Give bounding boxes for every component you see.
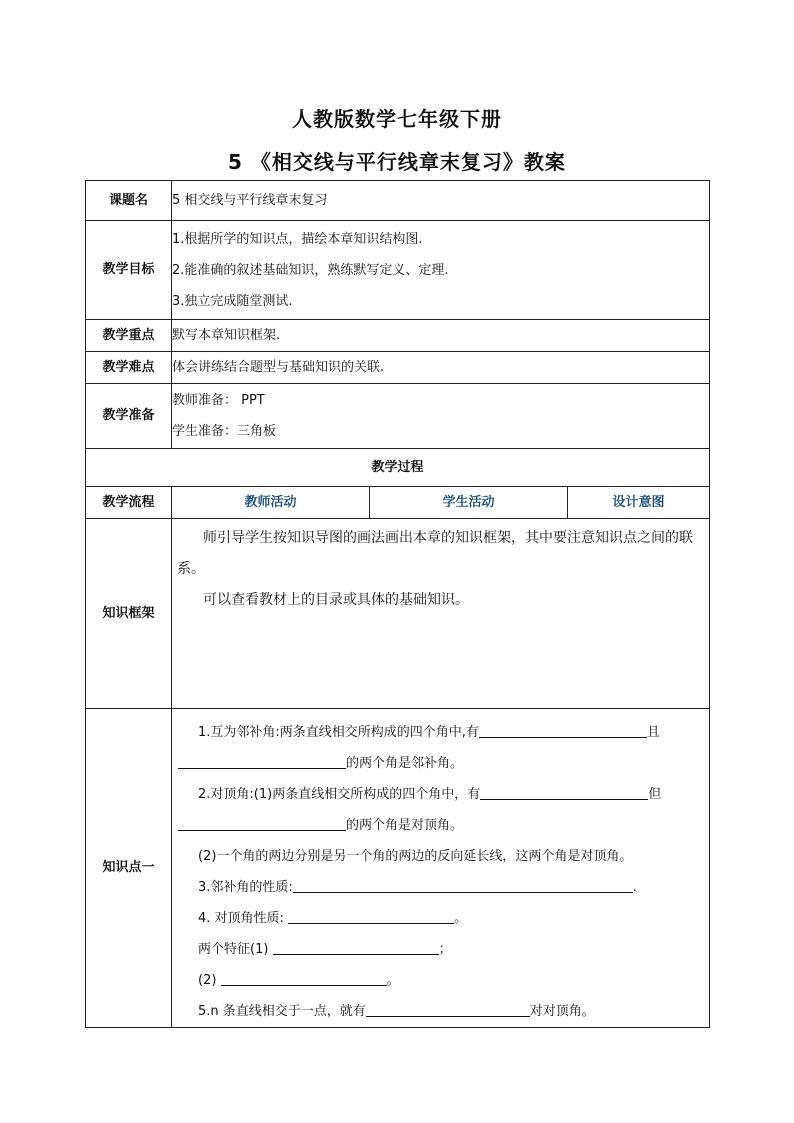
teacher-preparation: 教师准备： PPT: [172, 393, 265, 408]
topic-value: 5 相交线与平行线章末复习: [172, 181, 710, 221]
flow-label: 教学流程: [86, 487, 172, 519]
document-title: 人教版数学七年级下册: [292, 107, 502, 131]
key-point-label: 教学重点: [86, 320, 172, 352]
framework-paragraph-2: 可以查看教材上的目录或具体的基础知识。: [203, 592, 469, 608]
fill-blank: [480, 785, 648, 800]
difficulty-label: 教学难点: [86, 352, 172, 384]
point1-line: 两个特征(1) ；: [198, 942, 452, 957]
row-key-point: [86, 320, 710, 352]
lesson-plan-table: [85, 180, 710, 1028]
fill-blank: [178, 754, 346, 769]
row-topic: [86, 181, 710, 221]
goals-label: 教学目标: [86, 221, 172, 320]
teacher-activity-header: 教师活动: [172, 487, 370, 519]
row-process-header: [86, 449, 710, 487]
student-activity-header: 学生活动: [370, 487, 568, 519]
framework-content: [172, 519, 710, 709]
point1-line: (2) 。: [198, 973, 400, 988]
preparation-label: 教学准备: [86, 384, 172, 449]
point1-line: 4. 对顶角性质: 。: [198, 911, 468, 926]
framework-paragraph-cont: 系。: [177, 561, 205, 577]
fill-blank: [366, 1002, 530, 1017]
difficulty-value: 体会讲练结合题型与基础知识的关联.: [172, 352, 710, 384]
point1-line: 1.互为邻补角:两条直线相交所构成的四个角中,有 且: [198, 725, 660, 740]
fill-blank: [221, 971, 387, 986]
row-framework: [86, 519, 710, 709]
point1-line: 2.对顶角:(1)两条直线相交所构成的四个角中，有 但: [198, 787, 662, 802]
goals-list: [172, 221, 710, 320]
design-intent-header: 设计意图: [568, 487, 710, 519]
point1-line: 的两个角是邻补角。: [178, 748, 699, 779]
process-header: 教学过程: [86, 449, 710, 487]
point1-label: 知识点一: [86, 709, 172, 1028]
fill-blank: [479, 723, 647, 738]
row-preparation: [86, 384, 710, 449]
key-point-value: 默写本章知识框架.: [172, 320, 710, 352]
fill-blank: [178, 816, 346, 831]
framework-label: 知识框架: [86, 519, 172, 709]
fill-blank: [273, 940, 439, 955]
goal-item: 2.能准确的叙述基础知识，熟练默写定义、定理.: [172, 262, 449, 278]
goal-item: 3.独立完成随堂测试.: [172, 293, 293, 309]
preparation-values: [172, 384, 710, 449]
point1-line: 3.邻补角的性质: .: [198, 880, 637, 895]
row-goals: [86, 221, 710, 320]
row-point1: [86, 709, 710, 1028]
row-flow: [86, 487, 710, 519]
point1-line: 的两个角是对顶角。: [178, 810, 699, 841]
point1-line: (2)一个角的两边分别是另一个角的两边的反向延长线，这两个角是对顶角。: [198, 849, 633, 864]
student-preparation: 学生准备：三角板: [172, 424, 277, 439]
row-difficulty: [86, 352, 710, 384]
point1-line: 5.n 条直线相交于一点，就有 对对顶角。: [198, 1004, 595, 1019]
fill-blank: [293, 878, 633, 893]
framework-paragraph: 师引导学生按知识导图的画法画出本章的知识框架，其中要注意知识点之间的联: [203, 530, 693, 546]
goal-item: 1.根据所学的知识点，描绘本章知识结构图.: [172, 231, 423, 247]
document-subtitle: 5 《相交线与平行线章末复习》教案: [228, 150, 566, 174]
fill-blank: [288, 909, 454, 924]
topic-label: 课题名: [86, 181, 172, 221]
point1-content: [172, 709, 710, 1028]
